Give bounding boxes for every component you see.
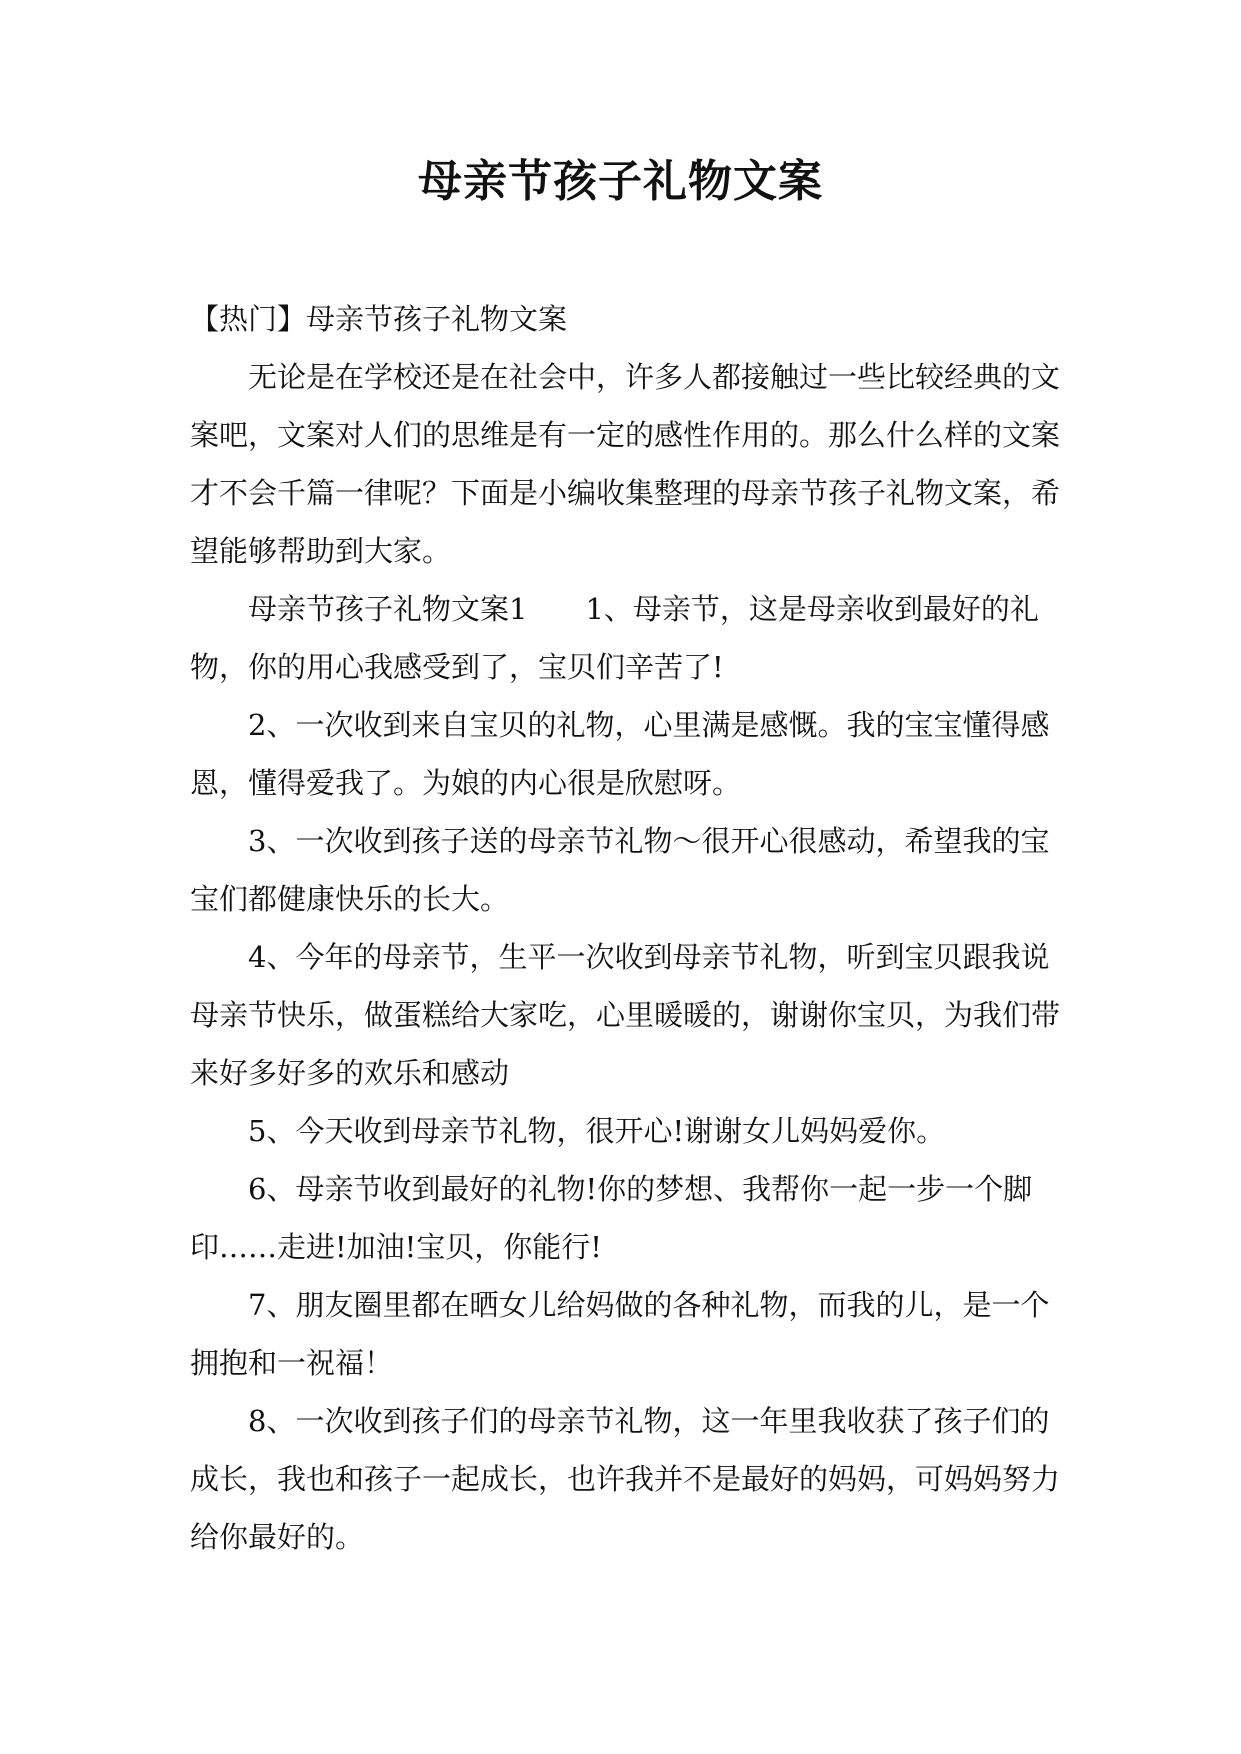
document-title: 母亲节孩子礼物文案 [418,156,823,207]
list-item: 8、一次收到孩子们的母亲节礼物，这一年里我收获了孩子们的成长，我也和孩子一起成长，也许我并不是最好的妈妈，可妈妈努力给你最好的。 [190,1404,1061,1554]
list-item: 7、朋友圈里都在晒女儿给妈做的各种礼物，而我的儿，是一个拥抱和一祝福！ [190,1288,1050,1380]
section-title: 母亲节孩子礼物文案1 [248,592,528,626]
heading-line: 【热门】母亲节孩子礼物文案 [190,302,568,336]
list-item: 1、母亲节，这是母亲收到最好的礼物，你的用心我感受到了，宝贝们辛苦了! [190,592,1039,684]
list-item: 5、今天收到母亲节礼物，很开心!谢谢女儿妈妈爱你。 [248,1114,946,1148]
list-item: 4、今年的母亲节，生平一次收到母亲节礼物，听到宝贝跟我说母亲节快乐，做蛋糕给大家吃，心里暖暖的，谢谢你宝贝，为我们带来好多好多的欢乐和感动 [190,940,1061,1090]
list-item: 2、一次收到来自宝贝的礼物，心里满是感慨。我的宝宝懂得感恩，懂得爱我了。为娘的内心很是欣慰呀。 [190,708,1050,800]
list-item: 3、一次收到孩子送的母亲节礼物～很开心很感动，希望我的宝宝们都健康快乐的长大。 [190,824,1050,916]
list-item: 6、母亲节收到最好的礼物!你的梦想、我帮你一起一步一个脚印……走进!加油!宝贝，你能行! [190,1172,1033,1264]
intro-paragraph: 无论是在学校还是在社会中，许多人都接触过一些比较经典的文案吧，文案对人们的思维是有一定的感性作用的。那么什么样的文案才不会千篇一律呢？下面是小编收集整理的母亲节孩子礼物文案，希望能够帮助到大家。 [190,360,1061,568]
document-body [190,290,1070,1566]
section-paragraph [190,580,1070,696]
